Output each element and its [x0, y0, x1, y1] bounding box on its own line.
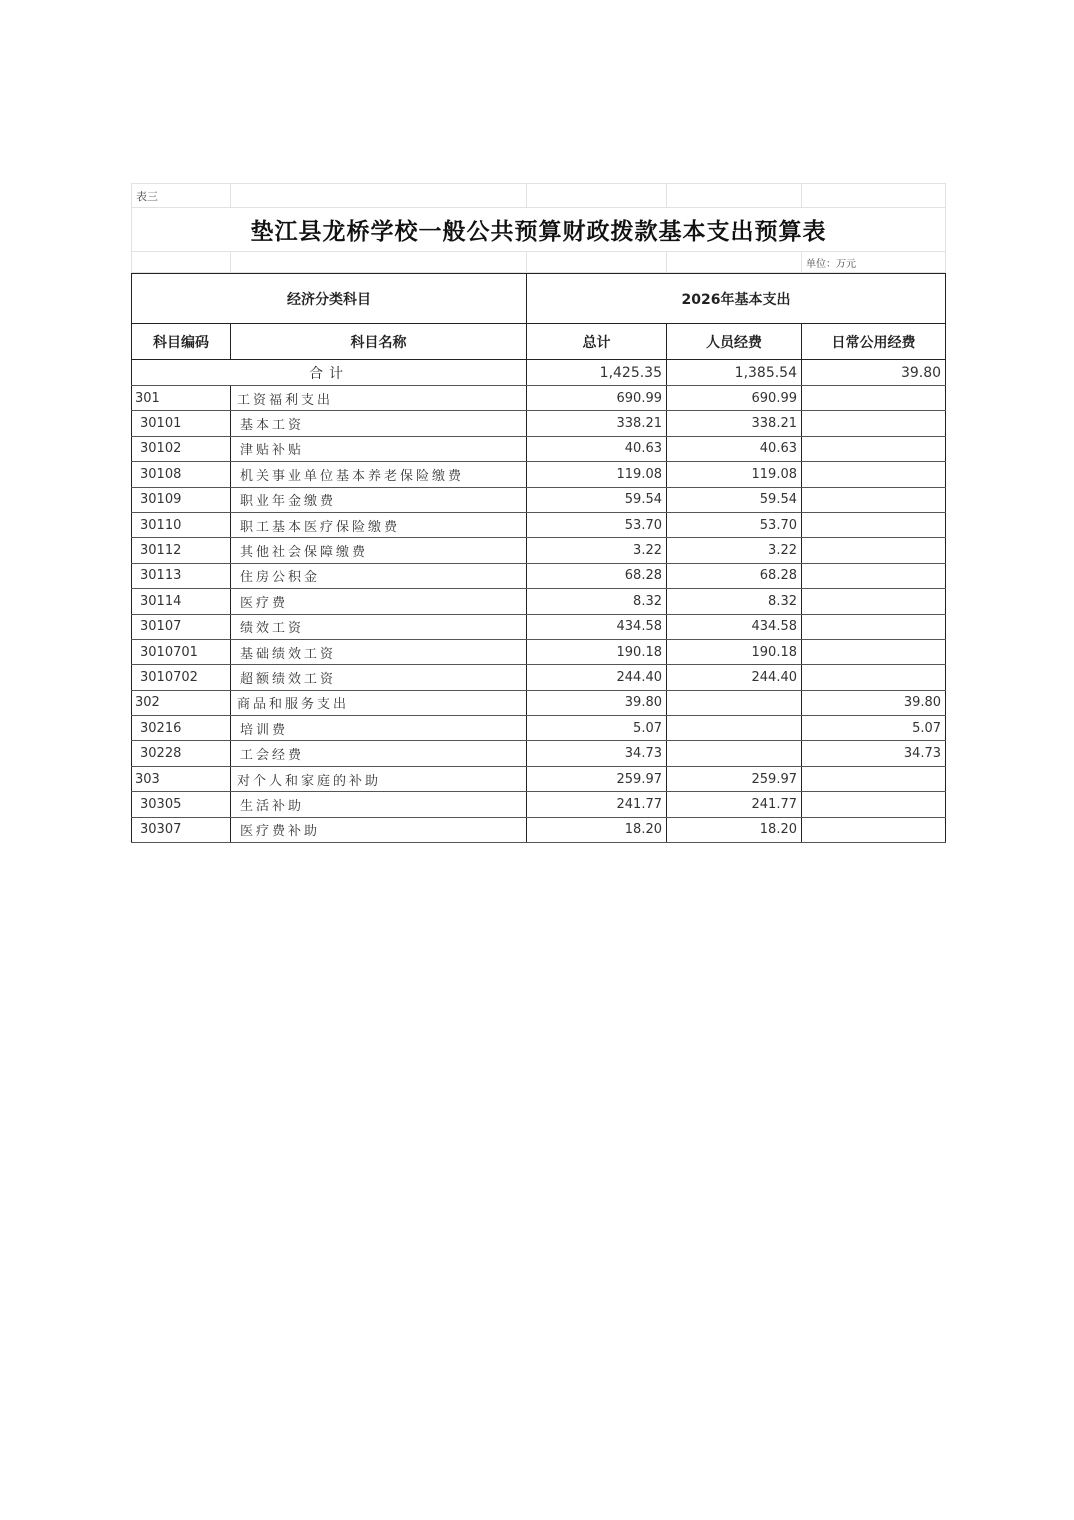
cell-total: 5.07 [527, 716, 667, 741]
cell-personnel: 434.58 [667, 614, 802, 639]
cell-personnel: 3.22 [667, 538, 802, 563]
cell-personnel: 40.63 [667, 436, 802, 461]
table-row [132, 462, 946, 487]
total-public: 39.80 [802, 360, 946, 386]
data-rows [132, 386, 946, 843]
table-row [132, 690, 946, 715]
cell-name: 医疗费补助 [231, 817, 527, 842]
cell-total: 8.32 [527, 589, 667, 614]
cell-total: 59.54 [527, 487, 667, 512]
cell-total: 39.80 [527, 690, 667, 715]
cell-code: 301 [132, 386, 231, 411]
cell-public: 34.73 [802, 741, 946, 766]
cell-code: 30112 [132, 538, 231, 563]
table-row [132, 589, 946, 614]
cell-total: 190.18 [527, 639, 667, 664]
cell-personnel: 259.97 [667, 766, 802, 791]
cell-name: 工会经费 [231, 741, 527, 766]
cell-total: 690.99 [527, 386, 667, 411]
sheet-top-grid [131, 183, 946, 273]
cell-name: 基础绩效工资 [231, 639, 527, 664]
cell-total: 259.97 [527, 766, 667, 791]
cell-total: 53.70 [527, 512, 667, 537]
cell-personnel: 53.70 [667, 512, 802, 537]
cell-name: 基本工资 [231, 411, 527, 436]
total-total: 1,425.35 [527, 360, 667, 386]
cell-personnel: 8.32 [667, 589, 802, 614]
table-row [132, 386, 946, 411]
cell-public [802, 538, 946, 563]
header-name: 科目名称 [231, 324, 527, 360]
total-personnel: 1,385.54 [667, 360, 802, 386]
header-basic-expenditure: 2026年基本支出 [527, 274, 946, 324]
cell-public [802, 766, 946, 791]
table-row [132, 766, 946, 791]
table-row [132, 487, 946, 512]
cell-personnel: 244.40 [667, 665, 802, 690]
cell-personnel: 68.28 [667, 563, 802, 588]
cell-code: 30107 [132, 614, 231, 639]
cell-name: 商品和服务支出 [231, 690, 527, 715]
cell-personnel: 241.77 [667, 792, 802, 817]
table-label: 表三 [132, 184, 231, 208]
table-row [132, 716, 946, 741]
cell-public [802, 817, 946, 842]
cell-public: 5.07 [802, 716, 946, 741]
cell-code: 303 [132, 766, 231, 791]
cell-public [802, 614, 946, 639]
cell-public [802, 411, 946, 436]
table-row [132, 512, 946, 537]
cell-code: 30114 [132, 589, 231, 614]
cell-name: 职业年金缴费 [231, 487, 527, 512]
cell-code: 30216 [132, 716, 231, 741]
header-column-row [132, 324, 946, 360]
cell-public [802, 487, 946, 512]
cell-code: 30102 [132, 436, 231, 461]
header-economic-category: 经济分类科目 [132, 274, 527, 324]
header-personnel: 人员经费 [667, 324, 802, 360]
cell-name: 机关事业单位基本养老保险缴费 [231, 462, 527, 487]
cell-name: 对个人和家庭的补助 [231, 766, 527, 791]
cell-public: 39.80 [802, 690, 946, 715]
cell-code: 30110 [132, 512, 231, 537]
cell-public [802, 665, 946, 690]
cell-total: 40.63 [527, 436, 667, 461]
cell-name: 超额绩效工资 [231, 665, 527, 690]
table-row [132, 665, 946, 690]
cell-total: 119.08 [527, 462, 667, 487]
cell-code: 30101 [132, 411, 231, 436]
cell-public [802, 563, 946, 588]
cell-personnel [667, 690, 802, 715]
cell-code: 30108 [132, 462, 231, 487]
cell-code: 302 [132, 690, 231, 715]
cell-name: 工资福利支出 [231, 386, 527, 411]
cell-total: 34.73 [527, 741, 667, 766]
cell-total: 241.77 [527, 792, 667, 817]
cell-name: 医疗费 [231, 589, 527, 614]
cell-code: 3010701 [132, 639, 231, 664]
cell-public [802, 462, 946, 487]
cell-total: 434.58 [527, 614, 667, 639]
cell-public [802, 386, 946, 411]
table-row [132, 614, 946, 639]
cell-personnel: 18.20 [667, 817, 802, 842]
table-row [132, 538, 946, 563]
cell-personnel: 190.18 [667, 639, 802, 664]
cell-personnel [667, 716, 802, 741]
header-group-row [132, 274, 946, 324]
header-code: 科目编码 [132, 324, 231, 360]
cell-personnel [667, 741, 802, 766]
header-public: 日常公用经费 [802, 324, 946, 360]
table-row [132, 436, 946, 461]
cell-name: 津贴补贴 [231, 436, 527, 461]
cell-total: 68.28 [527, 563, 667, 588]
cell-personnel: 338.21 [667, 411, 802, 436]
table-row [132, 792, 946, 817]
cell-code: 3010702 [132, 665, 231, 690]
cell-public [802, 589, 946, 614]
cell-code: 30307 [132, 817, 231, 842]
cell-code: 30305 [132, 792, 231, 817]
cell-public [802, 639, 946, 664]
cell-public [802, 792, 946, 817]
cell-name: 住房公积金 [231, 563, 527, 588]
cell-code: 30113 [132, 563, 231, 588]
unit-label: 单位：万元 [802, 252, 946, 273]
total-row [132, 360, 946, 386]
cell-code: 30228 [132, 741, 231, 766]
cell-name: 其他社会保障缴费 [231, 538, 527, 563]
budget-sheet [131, 183, 945, 843]
table-row [132, 411, 946, 436]
table-row [132, 817, 946, 842]
cell-personnel: 119.08 [667, 462, 802, 487]
cell-name: 绩效工资 [231, 614, 527, 639]
cell-total: 338.21 [527, 411, 667, 436]
cell-code: 30109 [132, 487, 231, 512]
cell-total: 244.40 [527, 665, 667, 690]
cell-name: 培训费 [231, 716, 527, 741]
cell-total: 18.20 [527, 817, 667, 842]
table-label-row [132, 184, 946, 208]
cell-public [802, 512, 946, 537]
cell-personnel: 690.99 [667, 386, 802, 411]
total-label: 合计 [132, 360, 527, 386]
header-total: 总计 [527, 324, 667, 360]
table-row [132, 563, 946, 588]
unit-row [132, 252, 946, 273]
cell-public [802, 436, 946, 461]
title-row [132, 208, 946, 252]
page-title: 垫江县龙桥学校一般公共预算财政拨款基本支出预算表 [132, 208, 946, 252]
cell-total: 3.22 [527, 538, 667, 563]
table-row [132, 639, 946, 664]
cell-name: 职工基本医疗保险缴费 [231, 512, 527, 537]
table-row [132, 741, 946, 766]
budget-table [131, 273, 946, 843]
cell-name: 生活补助 [231, 792, 527, 817]
cell-personnel: 59.54 [667, 487, 802, 512]
